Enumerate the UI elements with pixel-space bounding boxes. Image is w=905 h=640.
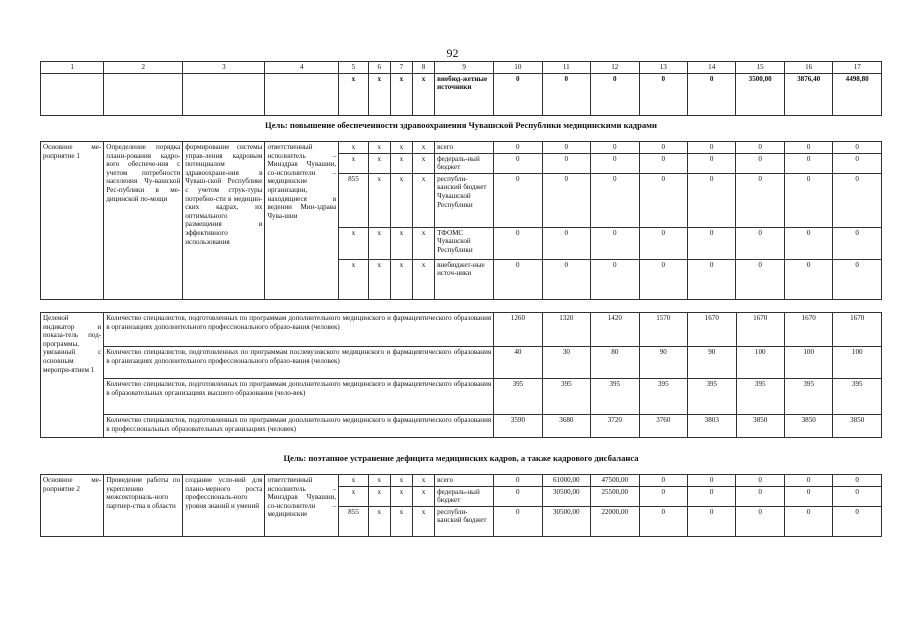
value-cell: 0 [833,475,882,487]
code-cell: x [412,506,434,536]
value-cell: 0 [639,142,687,154]
indicator-row [41,379,882,415]
column-number-row [41,62,882,74]
col-num: 12 [591,62,639,74]
value-cell: 0 [784,142,832,154]
value-cell: 30500,00 [542,506,590,536]
value-cell: 0 [687,173,735,227]
value-cell: 0 [687,506,735,536]
code-cell: x [390,259,412,299]
col-num: 13 [639,62,687,74]
value-cell: 0 [784,486,832,506]
value-cell: 0 [639,173,687,227]
value-cell: 0 [736,486,784,506]
value-cell: 0 [591,259,639,299]
code-cell: x [339,475,369,487]
indicator-row [41,313,882,347]
value-cell: 3760 [639,415,687,438]
value-cell: 395 [639,379,687,415]
event-1-name: Основное ме-роприятие 1 [41,142,104,300]
source-cell: федераль-ный бюджет [435,153,494,173]
value-cell: 0 [542,259,590,299]
value-cell: 0 [494,227,542,259]
code-cell: x [412,73,434,115]
value-cell: 0 [736,506,784,536]
code-cell: x [390,173,412,227]
value-cell: 395 [688,379,736,415]
event-1-description: Определение порядка плани-рования кадро-вого обеспече-ния с учетом потребности населения Чу-вашской Рес-публики в ме-дицинской по-мощи [104,142,183,300]
code-cell: x [390,73,412,115]
header-table [40,61,882,116]
value-cell: 0 [784,259,832,299]
value-cell: 22000,00 [591,506,639,536]
col-num: 5 [339,62,369,74]
value-cell: 0 [833,506,882,536]
value-cell: 1670 [688,313,736,347]
col-num: 2 [104,62,183,74]
value-cell: 0 [494,486,542,506]
value-cell: 0 [687,227,735,259]
value-cell: 100 [784,347,832,379]
value-cell: 1670 [784,313,832,347]
value-cell: 0 [542,173,590,227]
event-1-responsible: ответственный исполнитель – Минздрав Чувашии, со-исполнители – медицинские организации, находящиеся в ведении Мин-здрава Чува-шии [265,142,339,300]
event-1-row-total [41,142,882,154]
value-cell: 90 [639,347,687,379]
code-cell: x [368,153,390,173]
value-cell: 4498,80 [833,73,882,115]
value-cell: 0 [833,259,882,299]
goal-2-title: Цель: поэтапное устранение дефицита медицинских кадров, а также кадрового дисбаланса [283,453,639,463]
indicator-text: Количество специалистов, подготовленных по программам дополнительного медицинского и фармацевтического образования в профессиональных образовательных организациях (человек) [104,415,494,438]
col-num: 10 [494,62,542,74]
source-cell: всего [435,142,494,154]
value-cell: 0 [591,73,639,115]
col-num: 8 [412,62,434,74]
value-cell: 0 [833,153,882,173]
value-cell: 0 [639,486,687,506]
empty-cell [265,73,339,115]
value-cell: 0 [639,475,687,487]
col-num: 15 [736,62,784,74]
event-2-name: Основное ме-роприятие 2 [41,475,104,537]
code-cell: x [390,475,412,487]
value-cell: 0 [833,227,882,259]
source-cell: республи-канский бюджет Чувашской Республики [435,173,494,227]
code-cell: x [412,475,434,487]
value-cell: 0 [542,153,590,173]
code-cell: x [390,153,412,173]
indicator-label: Целевой индикатор и показа-тель под-программы, увязанный с основным меропри-ятием 1 [41,313,104,438]
value-cell: 61000,00 [542,475,590,487]
value-cell: 0 [784,227,832,259]
value-cell: 1670 [833,313,882,347]
indicator-text: Количество специалистов, подготовленных по программам дополнительного медицинского и фармацевтического образования в организациях дополнительного профессионального образо-вания (человек) [104,313,494,347]
col-num: 17 [833,62,882,74]
code-cell: x [339,259,369,299]
value-cell: 395 [494,379,542,415]
value-cell: 0 [591,142,639,154]
value-cell: 1670 [736,313,784,347]
value-cell: 0 [542,73,590,115]
value-cell: 395 [784,379,832,415]
value-cell: 3850 [736,415,784,438]
code-cell: x [368,506,390,536]
value-cell: 30 [542,347,590,379]
code-cell: x [339,142,369,154]
goal-1-title: Цель: повышение обеспеченности здравоохранения Чувашской Республики медицинскими кадрами [265,120,657,130]
code-cell: x [339,73,369,115]
value-cell: 0 [639,506,687,536]
value-cell: 0 [687,142,735,154]
empty-cell [104,73,183,115]
value-cell: 1260 [494,313,542,347]
code-cell: x [339,227,369,259]
value-cell: 47500,00 [591,475,639,487]
code-cell: x [412,142,434,154]
value-cell: 0 [736,142,784,154]
event-1-table [40,141,882,300]
value-cell: 0 [784,475,832,487]
code-cell: 855 [339,173,369,227]
value-cell: 0 [494,173,542,227]
value-cell: 40 [494,347,542,379]
code-cell: x [339,486,369,506]
value-cell: 3720 [591,415,639,438]
value-cell: 0 [494,259,542,299]
value-cell: 0 [591,153,639,173]
col-num: 16 [784,62,832,74]
indicator-text: Количество специалистов, подготовленных по программам послевузовского медицинского и фармацевтического образования в организациях дополнительного профессионального образо-вания (человек) [104,347,494,379]
event-2-purpose: создание усло-вий для плано-мерного роста профессиональ-ного уровня знаний и умений [183,475,265,537]
value-cell: 0 [833,142,882,154]
code-cell: x [368,73,390,115]
indicator-row [41,415,882,438]
value-cell: 0 [494,506,542,536]
value-cell: 0 [542,142,590,154]
value-cell: 0 [494,142,542,154]
value-cell: 395 [736,379,784,415]
code-cell: x [390,506,412,536]
value-cell: 0 [687,153,735,173]
value-cell: 395 [542,379,590,415]
value-cell: 90 [688,347,736,379]
code-cell: x [412,153,434,173]
source-cell: всего [435,475,494,487]
value-cell: 0 [736,259,784,299]
value-cell: 0 [591,227,639,259]
value-cell: 0 [736,153,784,173]
col-num: 11 [542,62,590,74]
value-cell: 80 [591,347,639,379]
page-number: 92 [446,46,459,60]
code-cell: x [412,486,434,506]
value-cell: 3850 [833,415,882,438]
value-cell: 395 [591,379,639,415]
col-num: 9 [435,62,494,74]
value-cell: 0 [784,153,832,173]
code-cell: x [412,227,434,259]
value-cell: 100 [736,347,784,379]
top-continuation-row [41,73,882,115]
value-cell: 3590 [494,415,542,438]
value-cell: 0 [639,227,687,259]
indicator-row [41,347,882,379]
event-1-purpose: формирование системы управ-ления кадровым потенциалом здравоохране-ния в Чуваш-ской Республике с учетом струк-туры потребно-сти в медицин-ских кадрах, их оптимального размещения и эффективного использования [183,142,265,300]
value-cell: 0 [639,259,687,299]
value-cell: 395 [833,379,882,415]
indicator-text: Количество специалистов, подготовленных по программам дополнительного медицинского и фармацевтического образования в образовательных организациях высшего образования (чело-век) [104,379,494,415]
source-cell: внебюджет-ные источ-ники [435,259,494,299]
col-num: 3 [183,62,265,74]
empty-cell [183,73,265,115]
code-cell: x [368,486,390,506]
code-cell: 855 [339,506,369,536]
code-cell: x [390,142,412,154]
code-cell: x [368,173,390,227]
value-cell: 25500,00 [591,486,639,506]
code-cell: x [412,173,434,227]
value-cell: 0 [833,173,882,227]
event-2-table [40,474,882,537]
value-cell: 0 [784,506,832,536]
value-cell: 0 [542,227,590,259]
value-cell: 1320 [542,313,590,347]
value-cell: 0 [639,73,687,115]
value-cell: 0 [687,259,735,299]
code-cell: x [390,227,412,259]
value-cell: 3680 [542,415,590,438]
value-cell: 0 [494,475,542,487]
source-cell: ТФОМС Чувашской Республики [435,227,494,259]
value-cell: 0 [736,173,784,227]
value-cell: 3803 [688,415,736,438]
value-cell: 1420 [591,313,639,347]
value-cell: 0 [736,475,784,487]
event-2-row-total [41,475,882,487]
value-cell: 0 [687,486,735,506]
code-cell: x [368,259,390,299]
source-cell: внебюд-жетные источники [435,73,494,115]
value-cell: 100 [833,347,882,379]
col-num: 6 [368,62,390,74]
value-cell: 3850 [784,415,832,438]
col-num: 4 [265,62,339,74]
value-cell: 0 [687,475,735,487]
indicator-table [40,312,882,438]
value-cell: 0 [784,173,832,227]
source-cell: республи-канский бюджет [435,506,494,536]
value-cell: 0 [833,486,882,506]
code-cell: x [368,227,390,259]
value-cell: 30500,00 [542,486,590,506]
source-cell: федераль-ный бюджет [435,486,494,506]
value-cell: 3876,40 [784,73,832,115]
code-cell: x [390,486,412,506]
code-cell: x [412,259,434,299]
code-cell: x [339,153,369,173]
col-num: 1 [41,62,104,74]
value-cell: 1570 [639,313,687,347]
value-cell: 0 [494,153,542,173]
value-cell: 3500,00 [736,73,784,115]
value-cell: 0 [736,227,784,259]
code-cell: x [368,142,390,154]
value-cell: 0 [687,73,735,115]
col-num: 14 [687,62,735,74]
event-2-description: Проведение работы по укреплению межсекториаль-ного партнер-ства в области [104,475,183,537]
empty-cell [41,73,104,115]
col-num: 7 [390,62,412,74]
value-cell: 0 [591,173,639,227]
value-cell: 0 [639,153,687,173]
code-cell: x [368,475,390,487]
event-2-responsible: ответственный исполнитель – Минздрав Чувашии, со-исполнители – медицинские [265,475,339,537]
value-cell: 0 [494,73,542,115]
